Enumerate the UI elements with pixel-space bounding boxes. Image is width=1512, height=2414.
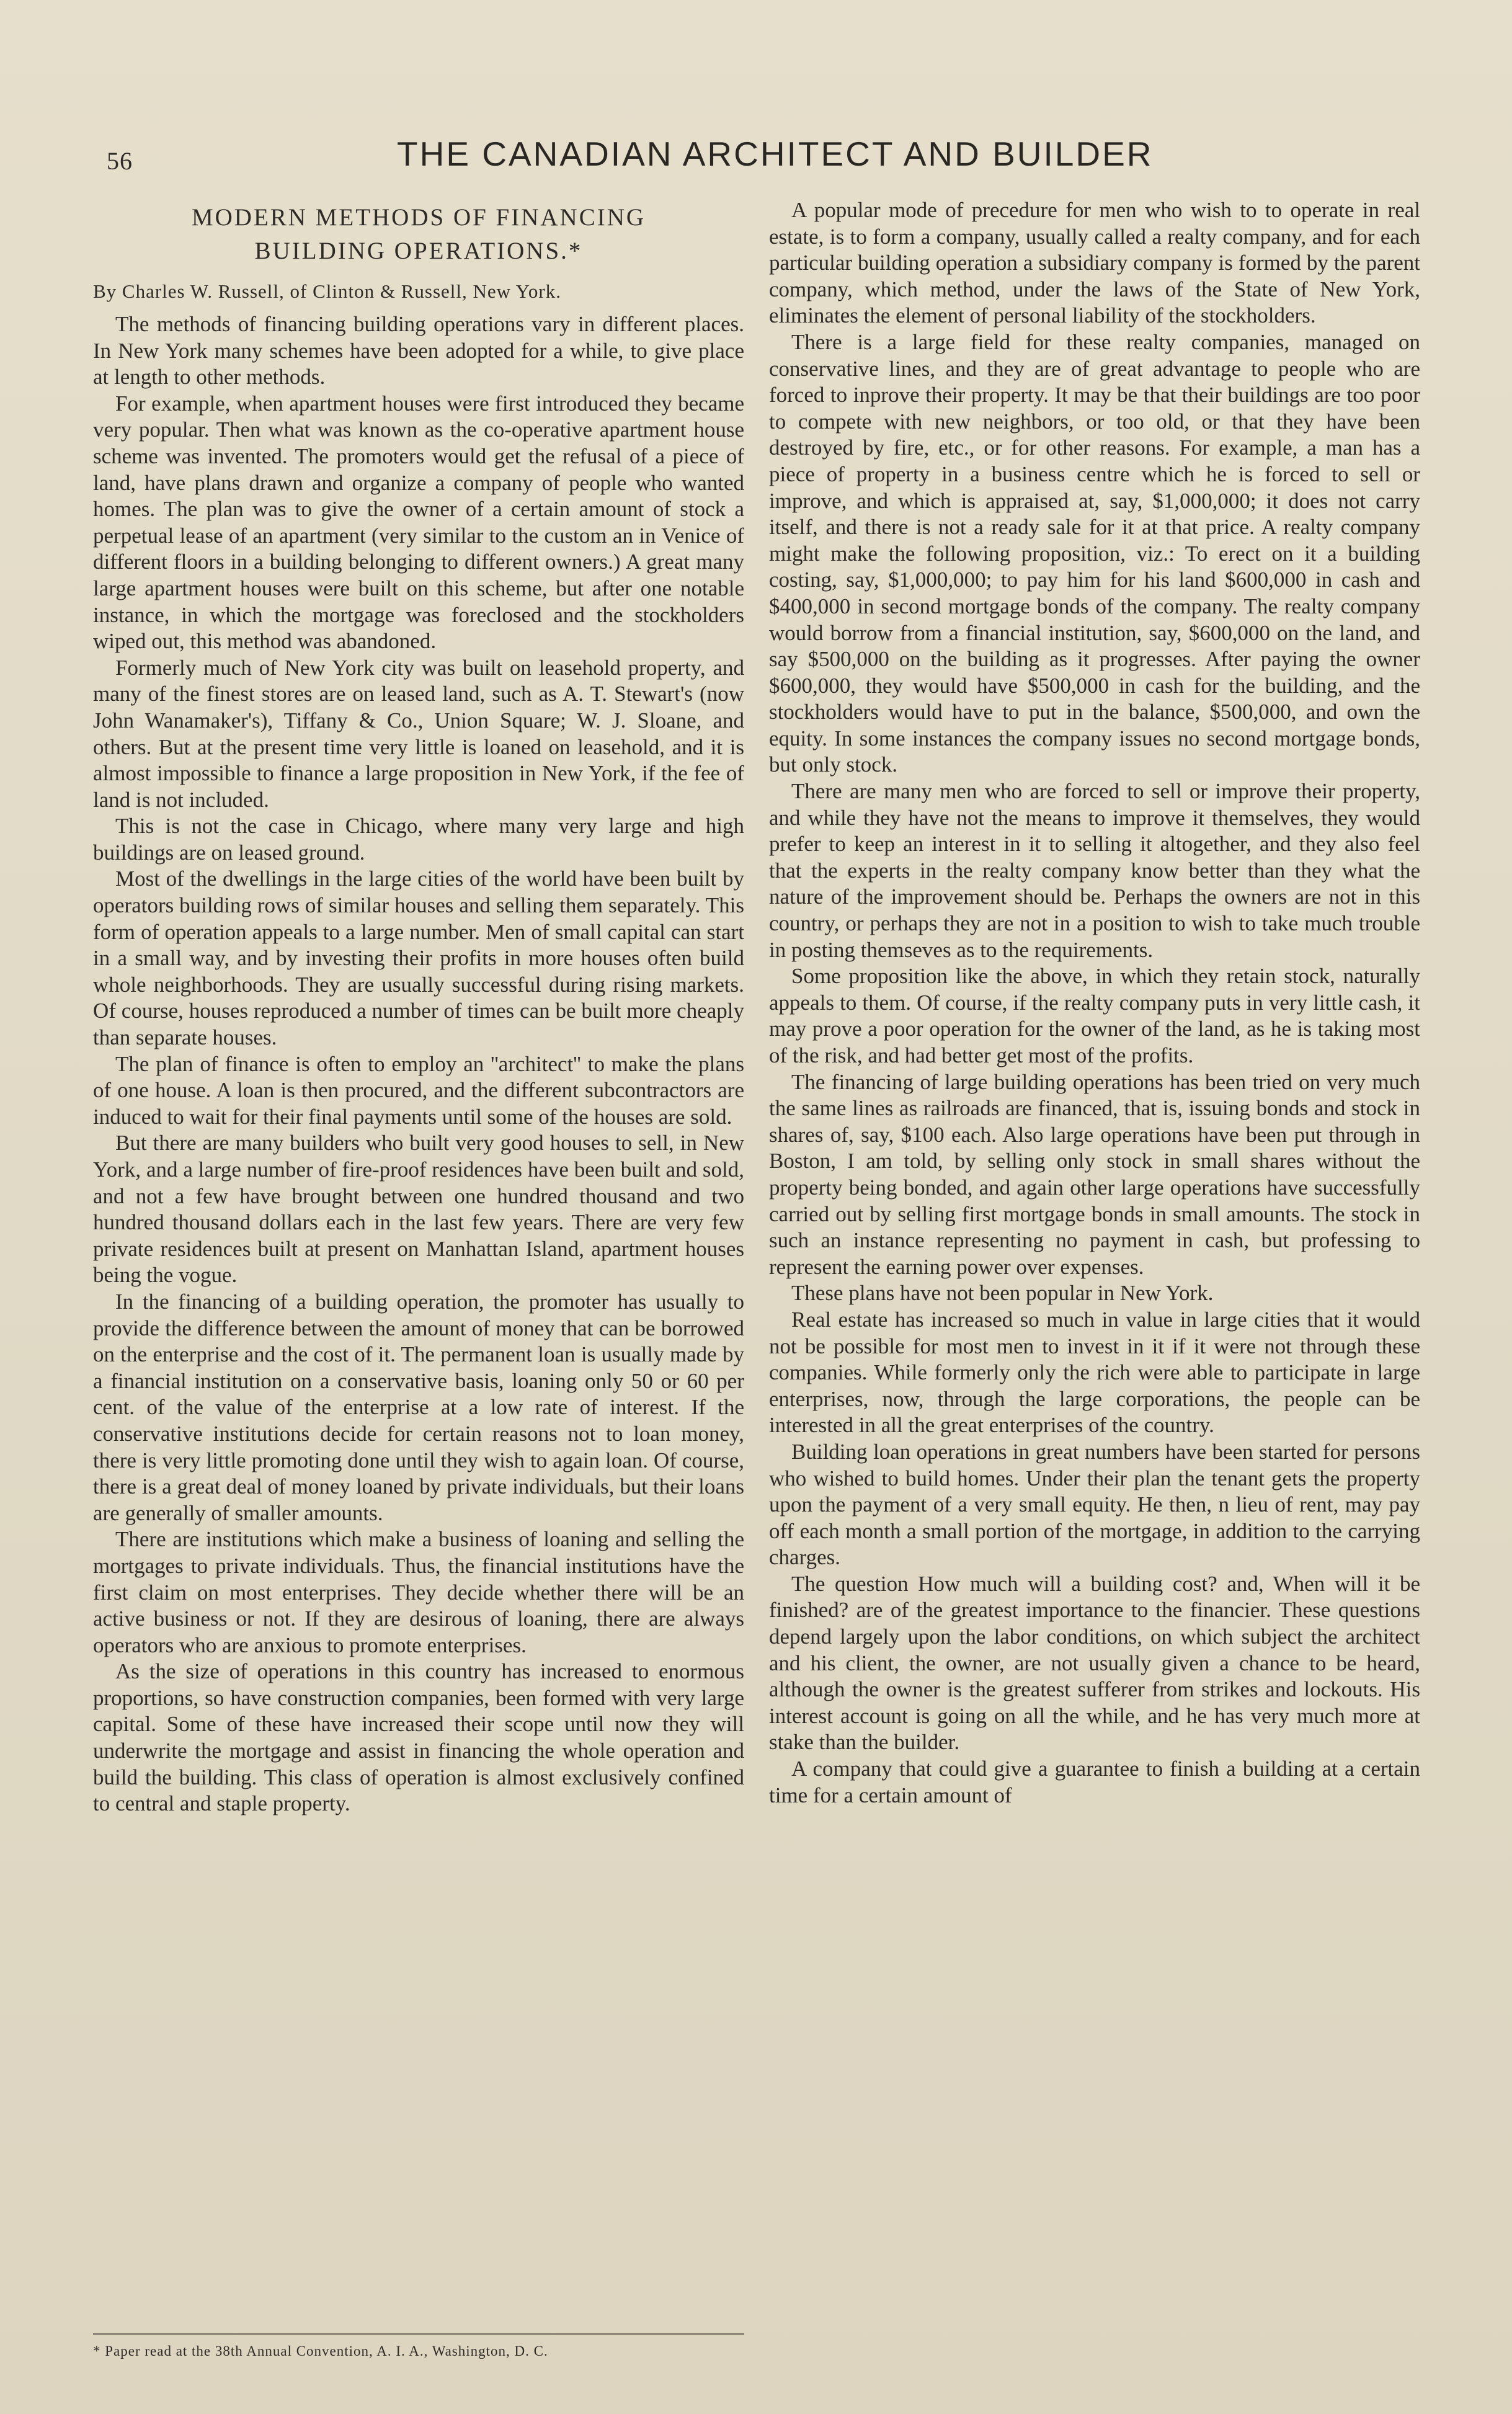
paragraph: A popular mode of precedure for men who wish to to operate in real estate, is to form a company, usually called a realty company, and for each particular building operation a subsidiary company is formed by the parent company, which method, under the laws of the State of New York, eliminates the element of personal liability of the stockholders.	[769, 198, 1420, 328]
paragraph: In the financing of a building operation, the promoter has usually to provide the difference between the amount of money that can be borrowed on the enterprise and the cost of it. The permanent loan is usually made by a financial institution on a conservative basis, loaning only 50 or 60 per cent. of the value of the enterprise at a low rate of interest. If the conservative institutions decide for certain reasons not to loan money, there is very little promoting done until they wish to again loan. Of course, there is a great deal of money loaned by private individuals, but their loans are generally of smaller amounts.	[93, 1289, 744, 1525]
article-title-line-2: BUILDING OPERATIONS.*	[254, 238, 583, 264]
paragraph: As the size of operations in this country has increased to enormous proportions, so have construction companies, been formed with very large capital. Some of these have increased their scope until now they will underwrite the mortgage and assist in financing the whole operation and build the building. This class of operation is almost exclusively confined to central and staple property.	[93, 1659, 744, 1816]
page-number: 56	[107, 147, 133, 175]
paragraph: For example, when apartment houses were first introduced they became very popular. Then what was known as the co-operative apartment house scheme was invented. The promoters would get the refusal of a piece of land, have plans drawn and organize a company of people who wanted homes. The plan was to give the owner of a certain amount of stock a perpetual lease of an apartment (very similar to the custom an in Venice of different floors in a building belonging to different owners.) A great many large apartment houses were built on this scheme, but after one notable instance, in which the mortgage was foreclosed and the stockholders wiped out, this method was abandoned.	[93, 391, 744, 654]
paragraph: The financing of large building operations has been tried on very much the same lines as railroads are financed, that is, issuing bonds and stock in shares of, say, $100 each. Also large operations have been put through in Boston, I am told, by selling only stock in small shares without the property being bonded, and again other large operations have successfully carried out by selling first mortgage bonds in small amounts. The stock in such an instance representing no payment in cash, but professing to represent the earning power over expenses.	[769, 1069, 1420, 1279]
left-column	[93, 197, 744, 2356]
running-head: THE CANADIAN ARCHITECT AND BUILDER	[397, 135, 1154, 173]
paragraph: Most of the dwellings in the large cities of the world have been built by operators building rows of similar houses and selling them separately. This form of operation appeals to a large number. Men of small capital can start in a small way, and by investing their profits in more houses often build whole neighborhoods. They are usually successful during rising markets. Of course, houses reproduced a number of times can be built more cheaply than separate houses.	[93, 866, 744, 1050]
paragraph: There are many men who are forced to sell or improve their property, and while they have not the means to improve it themselves, they would prefer to keep an interest in it to selling it altogether, and they also feel that the experts in the realty company know better than they what the nature of the improvement should be. Perhaps the owners are not in this country, or perhaps they are not in a position to wish to take much trouble in posting themseves as to the requirements.	[769, 779, 1420, 962]
right-column	[769, 197, 1420, 2393]
paragraph: But there are many builders who built very good houses to sell, in New York, and a large number of fire-proof residences have been built and sold, and not a few have brought between one hundred thousand and two hundred thousand dollars each in the last few years. There are very few private residences built at present on Manhattan Island, apartment houses being the vogue.	[93, 1131, 744, 1288]
paragraph: There are institutions which make a business of loaning and selling the mortgages to private individuals. Thus, the financial institutions have the first claim on most enterprises. They decide whether there will be an active business or not. If they are desirous of loaning, there are always operators who are anxious to promote enterprises.	[93, 1527, 744, 1657]
paragraph: The plan of finance is often to employ an ''architect'' to make the plans of one house. A loan is then procured, and the different subcontractors are induced to wait for their final payments until some of the houses are sold.	[93, 1051, 744, 1129]
paragraph: Building loan operations in great numbers have been started for persons who wished to build homes. Under their plan the tenant gets the property upon the payment of a very small equity. He then, n lieu of rent, may pay off each month a small portion of the mortgage, in addition to the carrying charges.	[769, 1439, 1420, 1570]
article-title	[93, 201, 744, 268]
paragraph: There is a large field for these realty companies, managed on conservative lines, and they are of great advantage to people who are forced to inprove their property. It may be that their buildings are too poor to compete with new neighbors, or too old, or that they have been destroyed by fire, etc., or for other reasons. For example, a man has a piece of property in a business centre which he is forced to sell or improve, and which is appraised at, say, $1,000,000; it does not carry itself, and there is not a ready sale for it at that price. A realty company might make the following proposition, viz.: To erect on it a building costing, say, $1,000,000; to pay him for his land $600,000 in cash and $400,000 in second mortgage bonds of the company. The realty company would borrow from a financial institution, say, $600,000 on the land, and say $500,000 on the building as it progresses. After paying the owner $600,000, they would have $500,000 in cash for the building, and the stockholders would have to put in the balance, $500,000, and own the equity. In some instances the company issues no second mortgage bonds, but only stock.	[769, 329, 1420, 777]
paragraph: This is not the case in Chicago, where many very large and high buildings are on leased ground.	[93, 814, 744, 865]
byline: By Charles W. Russell, of Clinton & Russell, New York.	[93, 280, 561, 302]
paragraph: Real estate has increased so much in value in large cities that it would not be possible for most men to invest in it if it were not through these companies. While formerly only the rich were able to participate in large enterprises, now, through the large corporations, the people can be interested in all the great enterprises of the country.	[769, 1307, 1420, 1438]
paragraph: A company that could give a guarantee to finish a building at a certain time for a certain amount of	[769, 1757, 1420, 1807]
footnote: * Paper read at the 38th Annual Convention, A. I. A., Washington, D. C.	[93, 2333, 744, 2361]
paragraph: The question How much will a building cost? and, When will it be finished? are of the greatest importance to the financier. These questions depend largely upon the labor conditions, on which subject the architect and his client, the owner, are not usually given a chance to be heard, although the owner is the greatest sufferer from strikes and lockouts. His interest account is going on all the while, and he has very much more at stake than the builder.	[769, 1571, 1420, 1755]
paragraph: Some proposition like the above, in which they retain stock, naturally appeals to them. Of course, if the realty company puts in very little cash, it may prove a poor operation for the owner of the land, as he is taking most of the risk, and had better get most of the profits.	[769, 964, 1420, 1067]
paragraph: The methods of financing building operations vary in different places. In New York many schemes have been adopted for a while, to give place at length to other methods.	[93, 312, 744, 390]
article-title-line-1: MODERN METHODS OF FINANCING	[191, 204, 646, 231]
paragraph: These plans have not been popular in New York.	[791, 1281, 1214, 1306]
paragraph: Formerly much of New York city was built on leasehold property, and many of the finest stores are on leased land, such as A. T. Stewart's (now John Wanamaker's), Tiffany & Co., Union Square; W. J. Sloane, and others. But at the present time very little is loaned on leasehold, and it is almost impossible to finance a large proposition in New York, if the fee of land is not included.	[93, 655, 744, 812]
